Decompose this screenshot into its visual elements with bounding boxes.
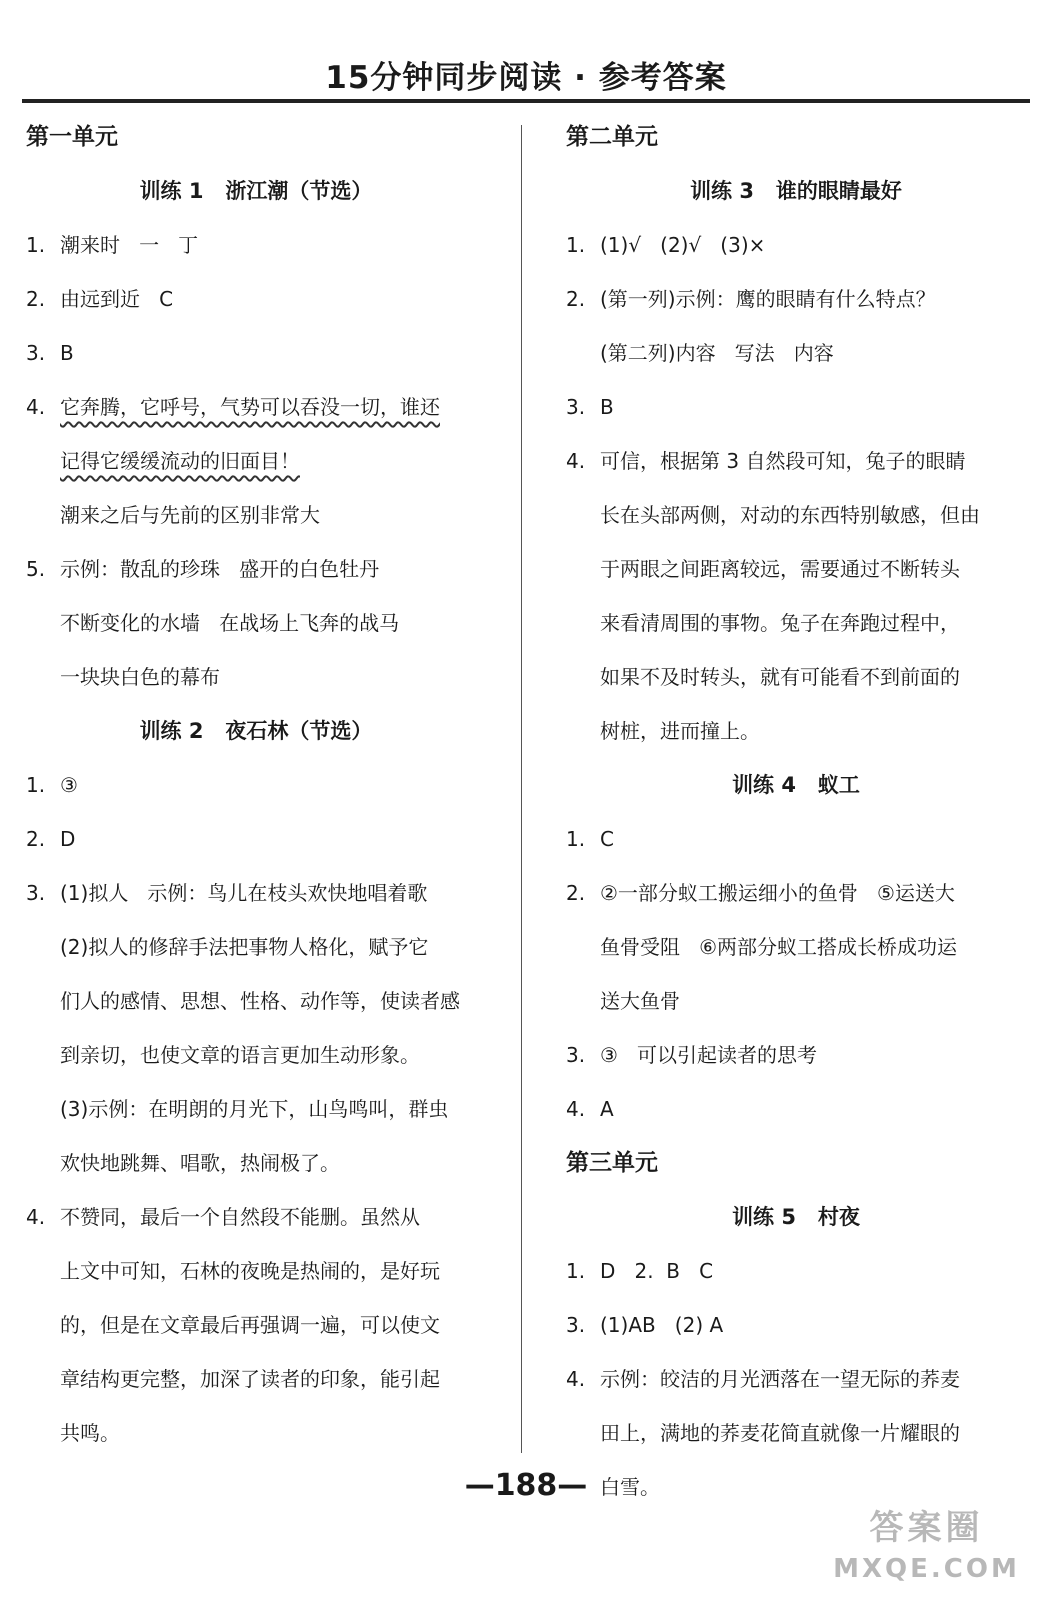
underlined-quote: 记得它缓缓流动的旧面目！ (60, 449, 300, 473)
item-number: 2. (566, 287, 586, 311)
item-number: 4. (566, 449, 586, 473)
answer-item (26, 1190, 486, 1460)
answer-item (26, 272, 486, 326)
answer-line: (3)示例：在明朗的月光下，山鸟鸣叫，群虫 (60, 1097, 449, 1121)
item-number: 4. (566, 1097, 586, 1121)
answer-line: 潮来之后与先前的区别非常大 (60, 503, 320, 527)
watermark-text: 答案圈 (869, 1508, 984, 1548)
answer-line: 长在头部两侧，对动的东西特别敏感，但由 (600, 503, 980, 527)
answer-line: 田上，满地的荞麦花简直就像一片耀眼的 (600, 1421, 960, 1445)
item-number: 4. (26, 395, 46, 419)
answer-item (566, 866, 1026, 1028)
answer-item (26, 812, 486, 866)
answer-line: 示例：散乱的珍珠 盛开的白色牡丹 (60, 557, 380, 581)
item-number: 4. (26, 1205, 46, 1229)
answer-line-wrapper (60, 380, 486, 434)
header-rule (22, 99, 1030, 103)
item-number: 1. (566, 233, 586, 257)
answer-item (566, 1082, 1026, 1136)
answer-item (566, 218, 1026, 272)
item-number: 5. (26, 557, 46, 581)
answer-line: (第一列)示例：鹰的眼睛有什么特点？ (600, 287, 936, 311)
answer-line: 欢快地跳舞、唱歌，热闹极了。 (60, 1151, 340, 1175)
answer-line-wrapper (60, 434, 486, 488)
answer-line: 不赞同，最后一个自然段不能删。虽然从 (60, 1205, 420, 1229)
answer-item (26, 542, 486, 704)
answer-item (26, 326, 486, 380)
answer-line: 如果不及时转头，就有可能看不到前面的 (600, 665, 960, 689)
answer-item (26, 758, 486, 812)
watermark-url: MXQE.COM (833, 1554, 1020, 1584)
answer-line: A (600, 1097, 614, 1121)
answer-line: ②一部分蚁工搬运细小的鱼骨 ⑤运送大 (600, 881, 955, 905)
item-number: 2. (26, 827, 46, 851)
answer-line: C (600, 827, 614, 851)
answer-line: D 2. B C (600, 1259, 714, 1283)
answer-line: 示例：皎洁的月光洒落在一望无际的荞麦 (600, 1367, 960, 1391)
answer-line: (1)AB (2) A (600, 1313, 724, 1337)
item-number: 3. (26, 881, 46, 905)
answer-line: 共鸣。 (60, 1421, 120, 1445)
underlined-quote: 它奔腾，它呼号，气势可以吞没一切，谁还 (60, 395, 440, 419)
item-number: 1. (566, 827, 586, 851)
answer-item (566, 380, 1026, 434)
column-divider (521, 125, 522, 1453)
answer-item (566, 272, 1026, 380)
answer-line: 于两眼之间距离较远，需要通过不断转头 (600, 557, 960, 581)
answer-line: 的，但是在文章最后再强调一遍，可以使文 (60, 1313, 440, 1337)
answer-item (26, 380, 486, 542)
item-number: 1. (566, 1259, 586, 1283)
watermark-logo (819, 1505, 1034, 1595)
answer-line: (2)拟人的修辞手法把事物人格化，赋予它 (60, 935, 429, 959)
answer-line: 白雪。 (600, 1475, 660, 1499)
answer-line: ③ (60, 773, 78, 797)
training-1-title: 训练 1 浙江潮（节选） (139, 179, 373, 203)
answer-item (566, 434, 1026, 758)
item-number: 2. (566, 881, 586, 905)
training-4-title: 训练 4 蚁工 (732, 773, 860, 797)
answer-line: 可信，根据第 3 自然段可知，兔子的眼睛 (600, 449, 966, 473)
answer-line: ③ 可以引起读者的思考 (600, 1043, 818, 1067)
answer-item (26, 218, 486, 272)
answer-line: (第二列)内容 写法 内容 (600, 341, 834, 365)
answer-line: 树桩，进而撞上。 (600, 719, 760, 743)
item-number: 1. (26, 773, 46, 797)
answer-line: 鱼骨受阻 ⑥两部分蚁工搭成长桥成功运 (600, 935, 958, 959)
answer-line: (1)√ (2)√ (3)× (600, 233, 766, 257)
answer-line: D (60, 827, 76, 851)
answer-line: (1)拟人 示例：鸟儿在枝头欢快地唱着歌 (60, 881, 428, 905)
unit-heading-3: 第三单元 (566, 1150, 658, 1176)
answer-item (566, 1244, 1026, 1298)
training-3-title: 训练 3 谁的眼睛最好 (690, 179, 902, 203)
answer-item (566, 812, 1026, 866)
answer-line: 不断变化的水墙 在战场上飞奔的战马 (60, 611, 400, 635)
training-5-title: 训练 5 村夜 (732, 1205, 860, 1229)
left-column (26, 110, 486, 1460)
item-number: 1. (26, 233, 46, 257)
item-number: 3. (566, 395, 586, 419)
answer-line: 上文中可知，石林的夜晚是热闹的，是好玩 (60, 1259, 440, 1283)
answer-line: 潮来时 一 丁 (60, 233, 199, 257)
page-number: —188— (464, 1468, 588, 1503)
answer-line: 到亲切，也使文章的语言更加生动形象。 (60, 1043, 420, 1067)
item-number: 3. (26, 341, 46, 365)
training-2-title: 训练 2 夜石林（节选） (139, 719, 373, 743)
answer-line: 章结构更完整，加深了读者的印象，能引起 (60, 1367, 440, 1391)
item-number: 3. (566, 1043, 586, 1067)
item-number: 3. (566, 1313, 586, 1337)
right-column (566, 110, 1026, 1514)
item-number: 2. (26, 287, 46, 311)
page-title: 15分钟同步阅读 · 参考答案 (325, 60, 727, 96)
answer-line: 由远到近 C (60, 287, 174, 311)
item-number: 4. (566, 1367, 586, 1391)
answer-line: B (600, 395, 614, 419)
answer-item (566, 1028, 1026, 1082)
answer-line: 一块块白色的幕布 (60, 665, 220, 689)
answer-line: B (60, 341, 74, 365)
answer-line: 们人的感情、思想、性格、动作等，使读者感 (60, 989, 460, 1013)
unit-heading-2: 第二单元 (566, 124, 658, 150)
answer-item (26, 866, 486, 1190)
answer-line: 送大鱼骨 (600, 989, 680, 1013)
answer-line: 来看清周围的事物。兔子在奔跑过程中， (600, 611, 960, 635)
answer-item (566, 1298, 1026, 1352)
unit-heading-1: 第一单元 (26, 124, 118, 150)
